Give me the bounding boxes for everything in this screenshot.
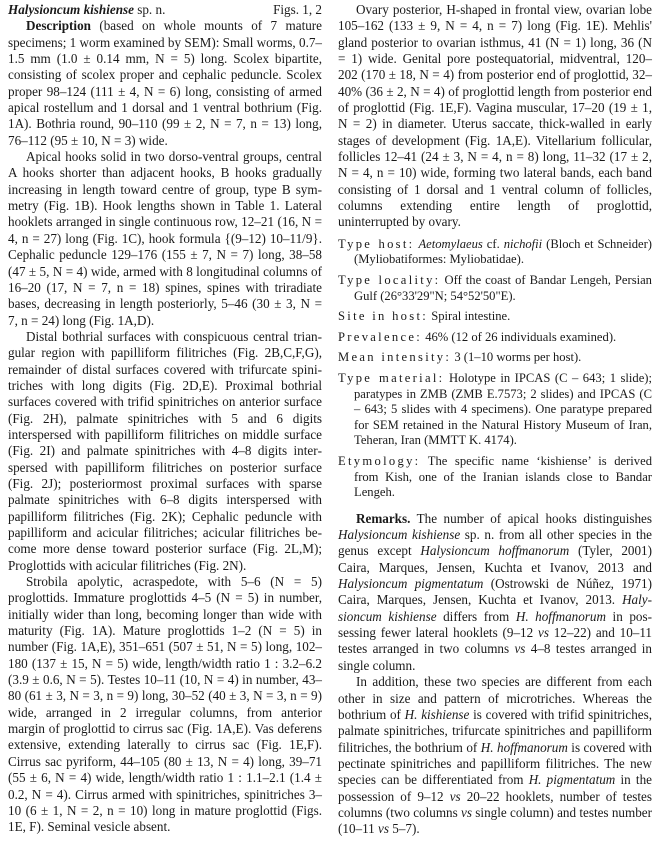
type-locality: Type locality: Off the coast of Bandar Lengeh, Persian Gulf (26°33'29"N; 54°52'50"E). (338, 273, 652, 303)
right-column (338, 2, 652, 838)
etymology: Etymology: The specific name ‘kishiense’ is derived from Kish, one of the Iranian islands close to Bandar Lengeh. (338, 453, 652, 500)
description-label: Description (26, 18, 91, 34)
remarks-paragraph: Remarks. The number of apical hooks distinguishes Halysioncum kishiense sp. n. from all other species in the genus except Halysioncum hoffmanorum (Tyler, 2001) Caira, Marques, Jensen, Kuchta et Ivanov, 2013 and Halysioncum pigmentatum (Ostrowski de Núñez, 1971) Caira, Marques, Jensen, Kuchta et Ivanov, 2013. Halysioncum kishiense differs from H. hoffmanorum in possessing fewer lateral hooklets (9–12 vs 12–22) and 10–11 testes arranged in two columns vs 4–8 testes arranged in single column. (338, 510, 653, 673)
prevalence: Prevalence: 46% (12 of 26 individuals examined). (338, 329, 617, 344)
figure-reference: Figs. 1, 2 (273, 2, 322, 17)
hooks-paragraph: Apical hooks solid in two dorso-ventral groups, central A hooks shorter than adjacent hooks, B hooks gradually increasing in length toward centre of group, type B symmetry (Fig. 1B). Hook lengths shown in Table 1. Lateral hooklets arranged in single continuous row, 12–21 (16, N = 4, n = 27) long (Fig. 1C), hook formula {(9–12) 10–11/9}. Cephalic peduncle 129–176 (155 ± 7, N = 7) long, 38–58 (47 ± 5, N = 4) wide, armed with 8 longitudinal columns of 16–20 (17, N = 7, n = 18) spines, spines with triradiate bases, decreasing in length posteriorly, 5–46 (30 ± 3, N = 7, n = 24) long (Fig. 1A,D). (8, 149, 322, 328)
description-paragraph: Description (based on whole mounts of 7 mature specimens; 1 worm examined by SEM): Small worms, 0.7–1.5 mm (1.0 ± 0.14 mm, N = 5) long. Scolex bipartite, consisting of scolex proper and cephalic peduncle. Scolex proper 98–124 (111 ± 4, N = 6) long, consisting of armed apical rostellum and 1 dorsal and 1 ventral bothrium (Fig. 1A). Bothria round, 90–110 (99 ± 2, N = 7, n = 13) long, 76–112 (95 ± 10, N = 3) wide. (8, 18, 322, 148)
addition-paragraph: In addition, these two species are different from each other in size and pattern of microtriches. Whereas the bothrium of H. kishiense is covered with trifid spinitriches, palmate spinitriches, trifurcate spinitriches and papilliform filitriches, the bothrium of H. hoffmanorum is covered with pectinate spinitriches and papilliform filitriches. The new species can be differentiated from H. pigmentatum in the possession of 9–12 vs 20–22 hooklets, number of testes columns (two columns vs single column) and testes number (10–11 vs 5–7). (338, 674, 653, 837)
species-name: Halysioncum kishiense (8, 2, 134, 17)
left-column (8, 2, 322, 836)
type-material: Type material: Holotype in IPCAS (C – 643; 1 slide); paratypes in ZMB (ZMB E.7573; 2 slides) and IPCAS (C – 643; 5 slides with 4 specimens). One paratype prepared for SEM retained in the Natural History Museum of Iran, Teheran, Iran (MMTT K. 4174). (338, 370, 652, 448)
surfaces-paragraph: Distal bothrial surfaces with conspicuous central triangular region with papilliform filitriches (Fig. 2B,C,F,G), remainder of distal surfaces covered with trifurcate spinitriches with long digits (Fig. 2D,E). Proximal bothrial surfaces covered with trifid spinitriches on anterior surface (Fig. 2H), palmate spinitriches with 5 and 6 digits interspersed with papilliform filitriches on middle surface (Fig. 2I) and palmate spinitriches with 4–8 digits interspersed with papilliform filitriches on posterior surface (Fig. 2J); posteriormost proximal surfaces with sparse palmate spinitriches with 6–8 digits interspersed with papilliform filitriches (Fig. 2K); Cephalic peduncle with papilliform and acicular filitriches; acicular filitriches become more dense toward posterior surface (Fig. 2L,M); Proglottids with acicular filitriches (Fig. 2N). (8, 328, 322, 573)
mean-intensity: Mean intensity: 3 (1–10 worms per host). (338, 350, 582, 365)
species-heading (8, 2, 322, 18)
type-host: Type host: Aetomylaeus cf. nichofii (Bloch et Schneider) (Myliobatiformes: Myliobatidae). (338, 236, 652, 267)
remarks-label: Remarks. (356, 510, 411, 526)
strobila-paragraph: Strobila apolytic, acraspedote, with 5–6 (N = 5) proglottids. Immature proglottids 4–5 (N = 5) in number, initially wider than long, becoming longer than wide with maturity (Fig. 1A). Mature proglottids 1–2 (N = 5) in number (Fig. 1A,E), 351–651 (507 ± 51, N = 5) long, 102–180 (137 ± 15, N = 5) wide, length/width ratio 1 : 3.2–6.2 (3.9 ± 0.6, N = 5). Testes 10–11 (10, N = 4) in number, 43–80 (61 ± 3, N = 3, n = 9) long, 30–52 (40 ± 3, N = 3, n = 9) wide, arranged in 2 irregular columns, from anterior margin of proglottid to cirrus sac (Fig. 1A,E). Vas deferens extensive, extending laterally to cirrus sac (Fig. 1E,F). Cirrus sac pyriform, 44–105 (80 ± 13, N = 4) long, 39–71 (55 ± 6, N = 4) wide, length/width ratio 1 : 1.1–2.1 (1.4 ± 0.2, N = 4). Cirrus armed with spinitriches, spinitriches 3–10 (6 ± 1, N = 2, n = 10) long in mature proglottid (Figs. 1E, F). Seminal vesicle absent. (8, 574, 322, 835)
ovary-paragraph: Ovary posterior, H-shaped in frontal view, ovarian lobe 105–162 (133 ± 9, N = 4, n = 7) long (Fig. 1E). Mehlis' gland posterior to ovarian isthmus, 41 (N = 1) long, 36 (N = 1) wide. Genital pore postequatorial, midventral, 120–202 (170 ± 18, N = 4) from posterior end of proglottid, 32–40% (36 ± 2, N = 4) of proglottid length from posterior end of proglottid (Fig. 1E,F). Vagina muscular, 17–20 (19 ± 1, N = 2) in diameter. Uterus saccate, thick-walled in early stages of development (Fig. 1A,E). Vitellarium follicular, follicles 12–41 (24 ± 3, N = 4, n = 8) long, 11–32 (17 ± 2, N = 4, n = 10) wide, forming two lateral bands, each band consisting of 1 dorsal and 1 ventral column of follicles, columns extending entire length of proglottid, uninterrupted by ovary. (338, 2, 652, 230)
species-suffix: sp. n. (133, 2, 166, 17)
site-in-host: Site in host: Spiral intestine. (338, 309, 511, 324)
